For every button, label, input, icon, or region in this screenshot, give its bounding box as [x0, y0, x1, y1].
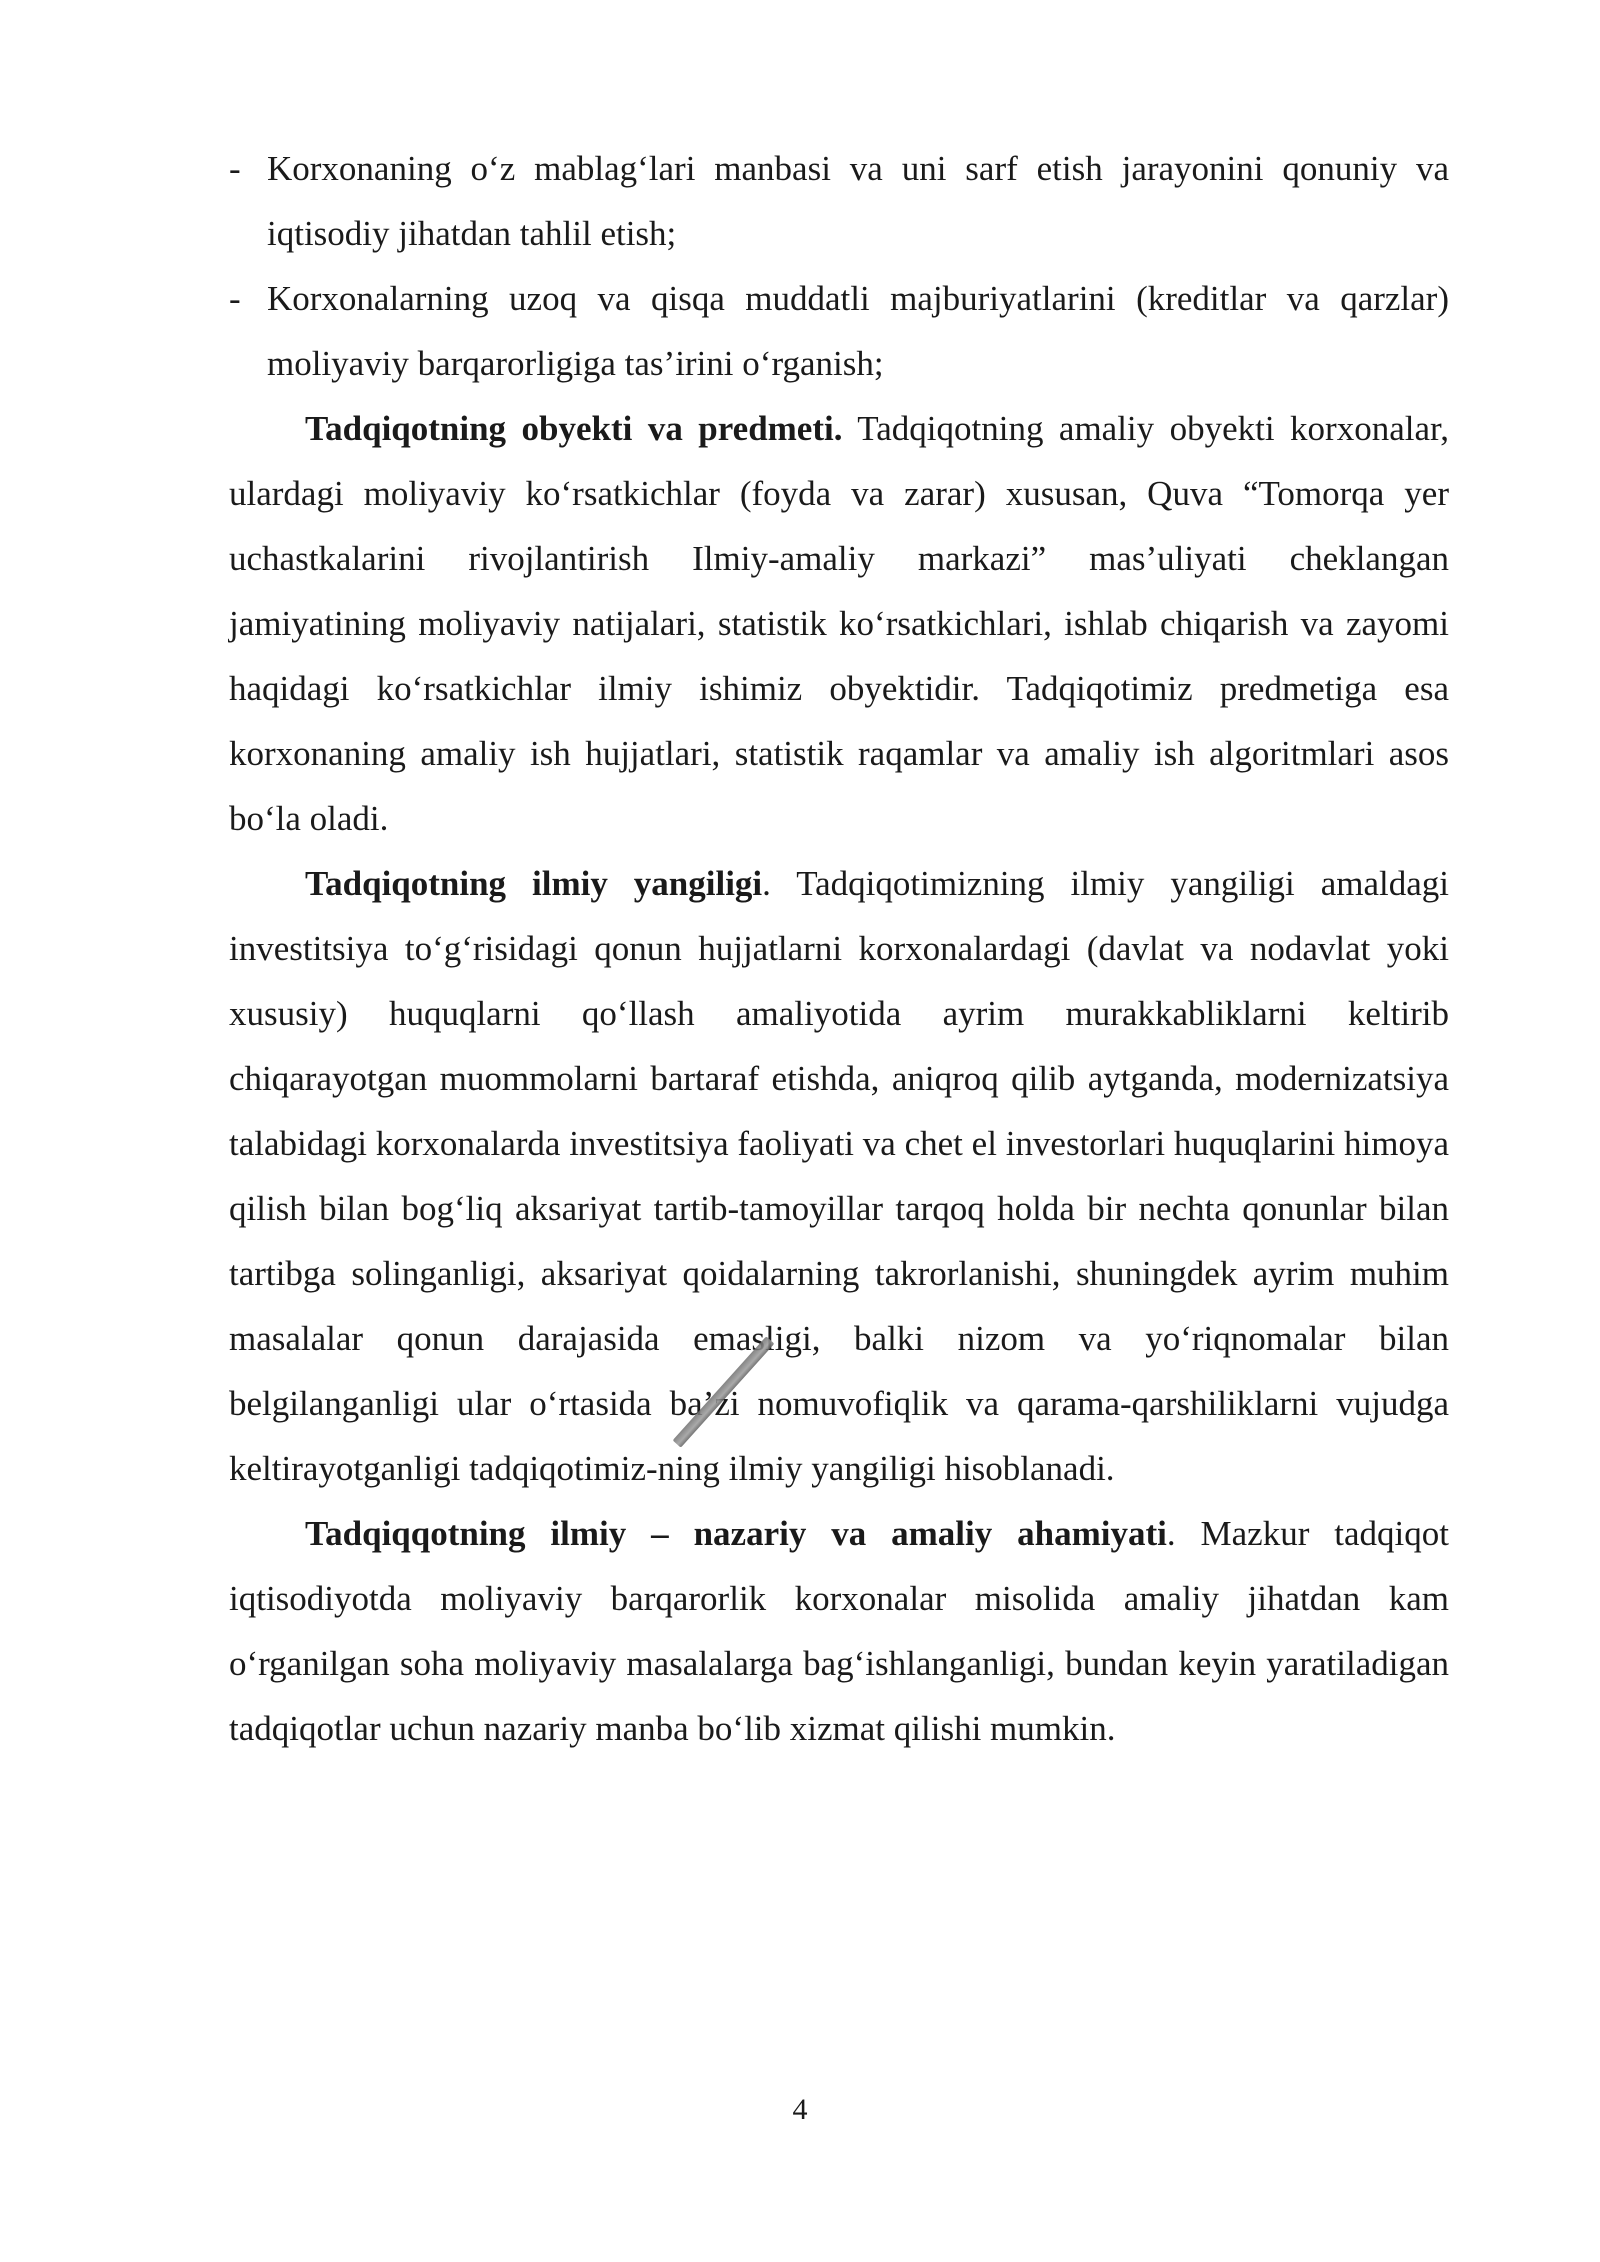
paragraph-body: . Mazkur tadqiqot iqtisodiyotda moliyaviy barqarorlik korxonalar misolida amaliy jihatdan kam o‘rganilgan soha moliyaviy masalalarga bag‘ishlanganligi, bundan keyin yaratiladigan tadqiqotlar uchun nazariy manba bo‘lib xizmat qilishi mumkin. — [229, 1514, 1449, 1748]
paragraph-body: . Tadqiqotimizning ilmiy yangiligi amaldagi investitsiya to‘g‘risidagi qonun hujjatlarni korxonalardagi (davlat va nodavlat yoki xususiy) huquqlarni qo‘llash amaliyotida ayrim murakkabliklarni keltirib chiqarayotgan muommolarni bartaraf etishda, aniqroq qilib aytganda, modernizatsiya talabidagi korxonalarda investitsiya faoliyati va chet el investorlari huquqlarini himoya qilish bilan bog‘liq aksariyat tartib-tamoyillar tarqoq holda bir nechta qonunlar bilan tartibga solinganligi, aksariyat qoidalarning takrorlanishi, shuningdek ayrim muhim masalalar qonun darajasida emasligi, balki nizom va yo‘riqnomalar bilan belgilanganligi ular o‘rtasida ba’zi nomuvofiqlik va qarama-qarshiliklarni vujudga keltirayotganligi tadqiqotimiz-ning ilmiy yangiligi hisoblanadi. — [229, 864, 1449, 1488]
bullet-dash: - — [229, 279, 241, 318]
paragraph-body: Tadqiqotning amaliy obyekti korxonalar, ulardagi moliyaviy ko‘rsatkichlar (foyda va zarar) xususan, Quva “Tomorqa yer uchastkalarini rivojlantirish Ilmiy-amaliy markazi” mas’uliyati cheklangan jamiyatining moliyaviy natijalari, statistik ko‘rsatkichlari, ishlab chiqarish va zayomi haqidagi ko‘rsatkichlar ilmiy ishimiz obyektidir. Tadqiqotimiz predmetiga esa korxonaning amaliy ish hujjatlari, statistik raqamlar va amaliy ish algoritmlari asos bo‘la oladi. — [229, 409, 1450, 838]
bullet-text: Korxonaning o‘z mablag‘lari manbasi va uni sarf etish jarayonini qonuniy va iqtisodiy jihatdan tahlil etish; — [267, 149, 1449, 253]
bullet-item — [229, 266, 1449, 396]
paragraph-heading: Tadqiqqotning ilmiy – nazariy va amaliy ahamiyati — [305, 1514, 1167, 1553]
paragraph-scientific-novelty — [229, 851, 1449, 1501]
bullet-item — [229, 136, 1449, 266]
paragraph-heading: Tadqiqotning ilmiy yangiligi — [305, 864, 763, 903]
paragraph-heading: Tadqiqotning obyekti va predmeti. — [305, 409, 843, 448]
page-number: 4 — [792, 2093, 808, 2126]
paragraph-object-subject — [229, 396, 1449, 851]
paragraph-significance — [229, 1501, 1449, 1761]
page-body — [229, 136, 1449, 1761]
bullet-text: Korxonalarning uzoq va qisqa muddatli majburiyatlarini (kreditlar va qarzlar) moliyaviy barqarorligiga tas’irini o‘rganish; — [267, 279, 1449, 383]
bullet-dash: - — [229, 149, 241, 188]
